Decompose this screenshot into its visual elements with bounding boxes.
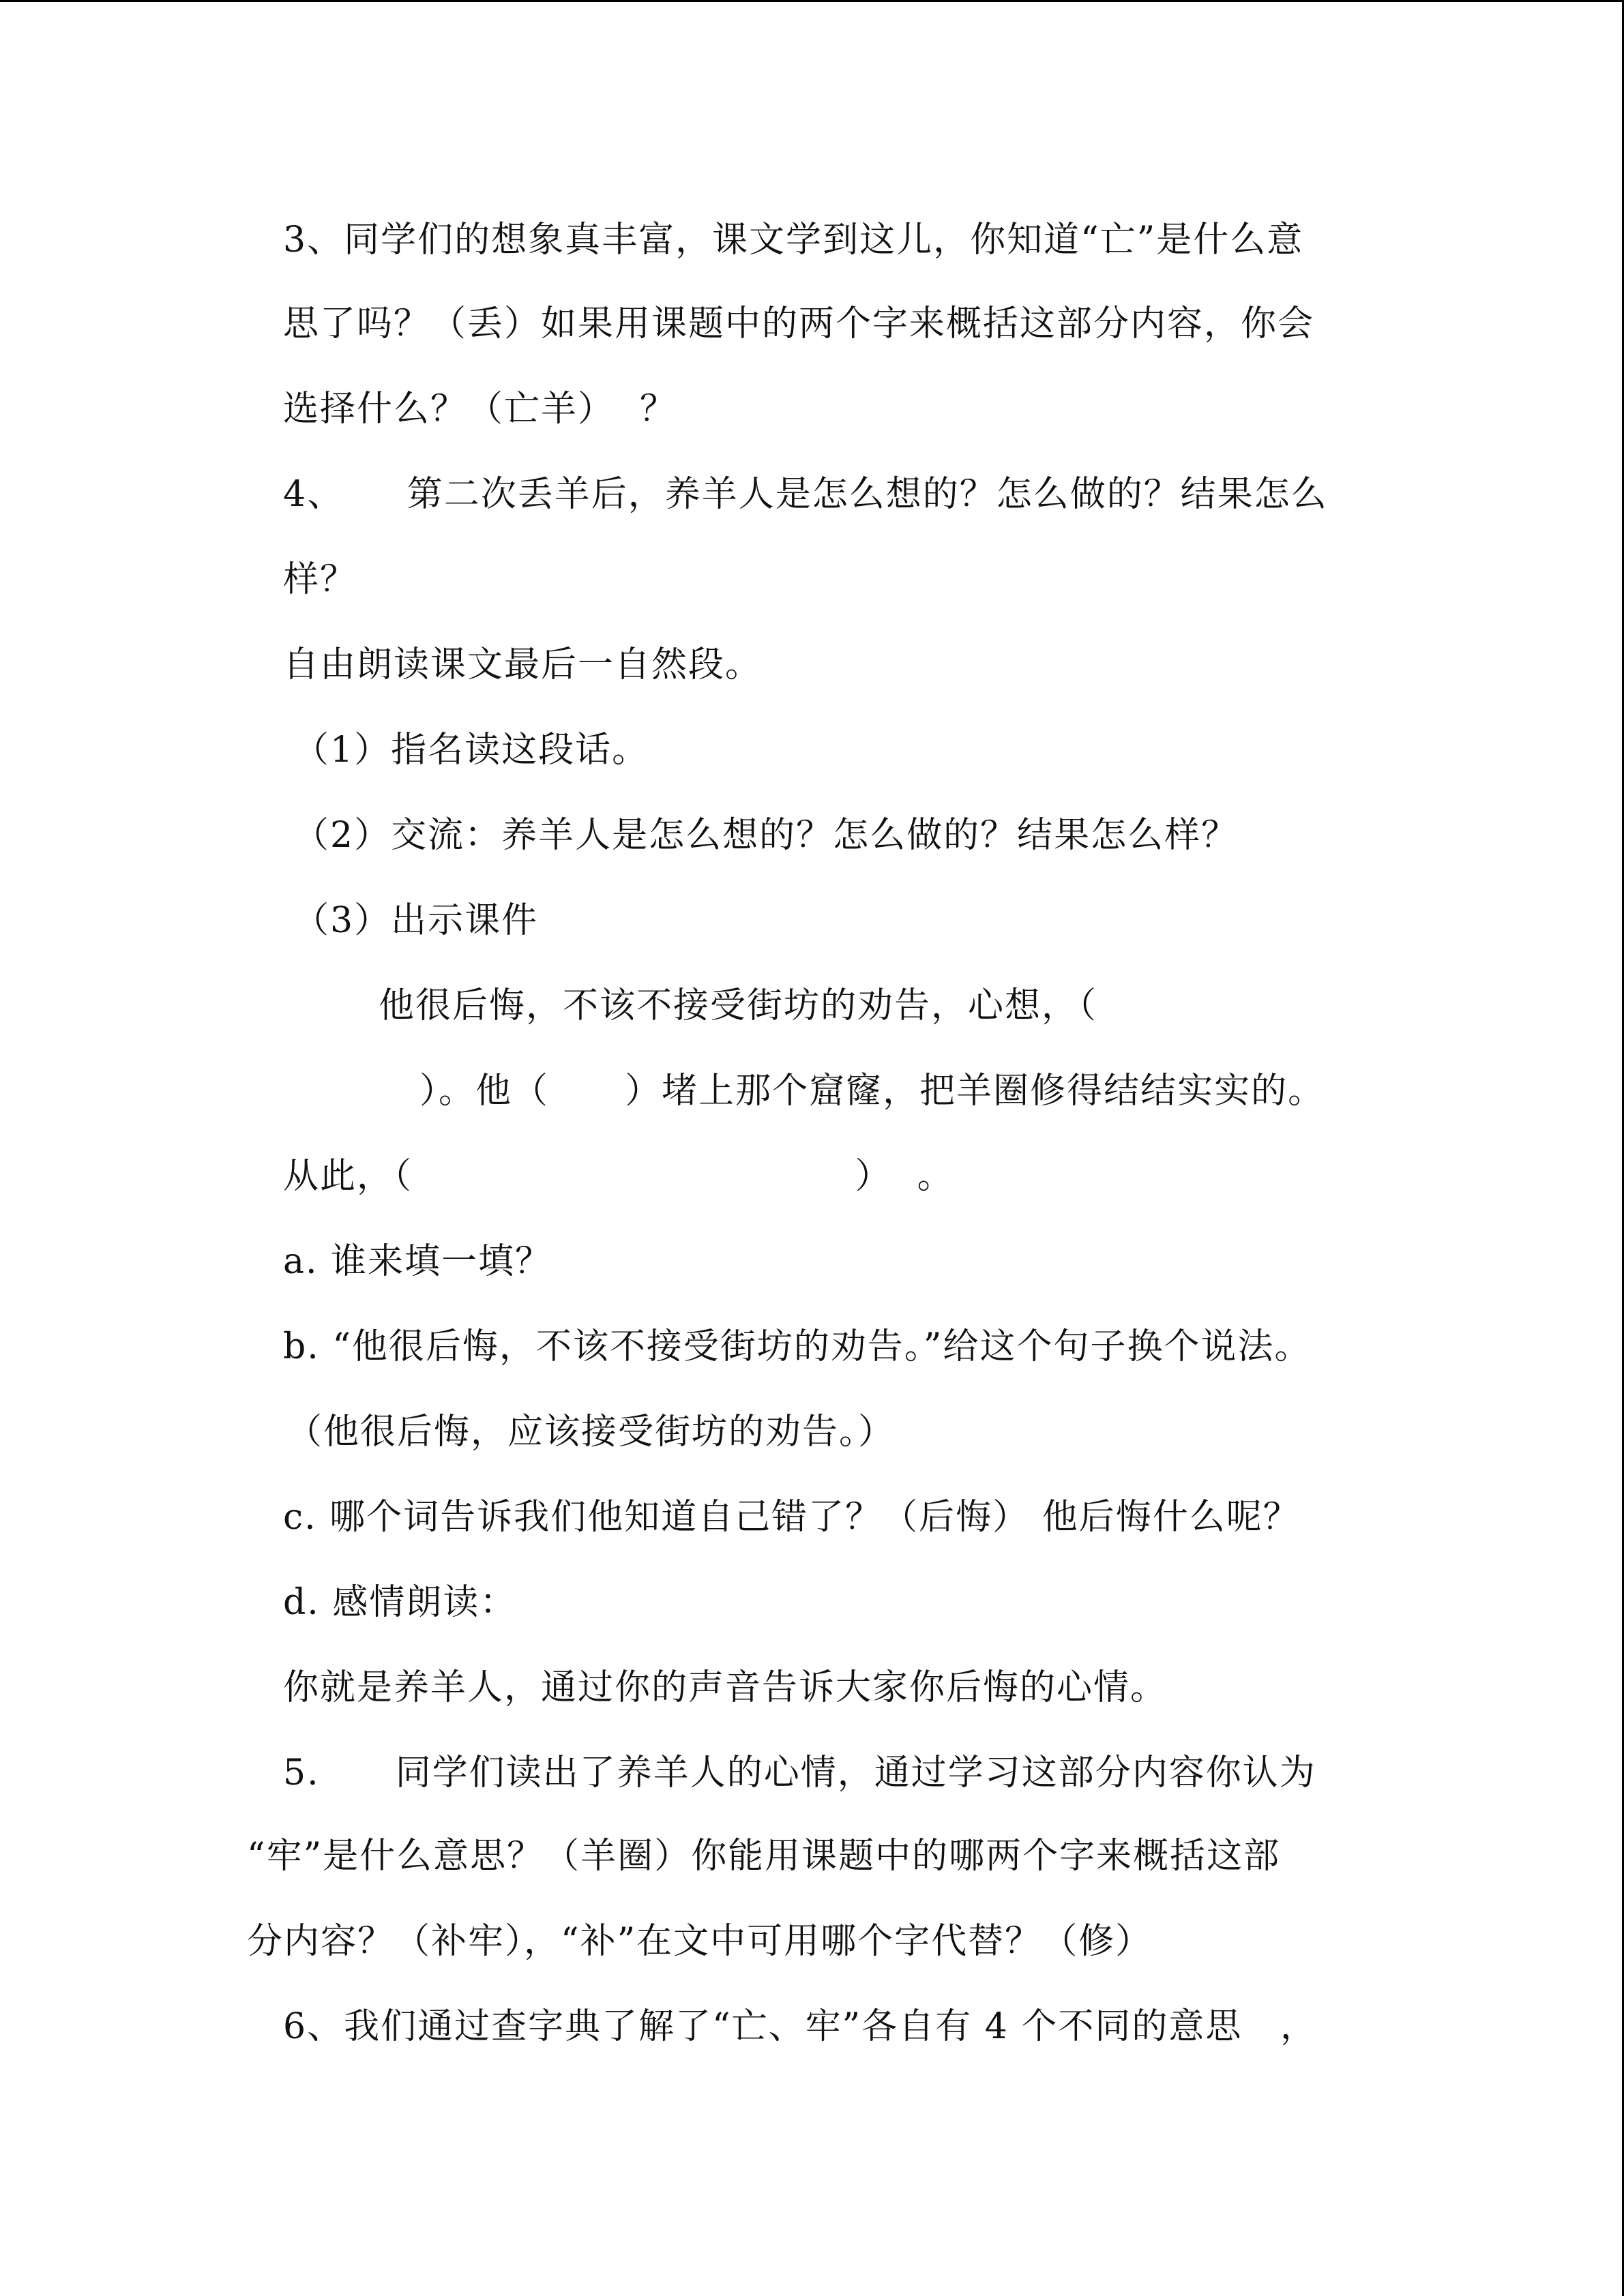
text-line-10: 他很后悔，不该不接受街坊的劝告，心想，（ [379,985,1098,1026]
text-line-7: （1）指名读这段话。 [293,730,649,771]
text-line-16: c. 哪个词告诉我们他知道自己错了？（后悔） 他后悔什么呢？ [283,1497,1300,1538]
text-line-1: 3、同学们的想象真丰富，课文学到这儿，你知道“亡”是什么意 [283,220,1304,260]
text-line-21: 分内容？（补牢），“补”在文中可用哪个字代替？（修） [247,1921,1153,1962]
text-line-2: 思了吗？（丢）如果用课题中的两个字来概括这部分内容，你会 [283,303,1315,344]
text-line-17: d. 感情朗读： [283,1582,517,1623]
text-line-11: ）。他（ ）堵上那个窟窿，把羊圈修得结结实实的。 [419,1071,1325,1112]
page-border-top [0,0,1624,2]
text-line-5: 样？ [283,559,357,600]
text-line-18: 你就是养羊人，通过你的声音告诉大家你后悔的心情。 [283,1667,1168,1708]
text-line-12: 从此，（ ） 。 [283,1156,954,1197]
text-line-19: 5. 同学们读出了养羊人的心情，通过学习这部分内容你认为 [283,1753,1316,1793]
text-line-22: 6、我们通过查字典了解了“亡、牢”各自有 4 个不同的意思 ， [283,2006,1317,2047]
text-line-3: 选择什么？（亡羊） ？ [283,389,677,430]
text-line-9: （3）出示课件 [293,900,539,941]
text-line-6: 自由朗读课文最后一自然段。 [283,644,763,685]
text-line-14: b. “他很后悔，不该不接受街坊的劝告。”给这个句子换个说法。 [283,1326,1312,1367]
text-line-20: “牢”是什么意思？（羊圈）你能用课题中的哪两个字来概括这部 [247,1836,1281,1877]
text-line-4: 4、 第二次丢羊后，养羊人是怎么想的？怎么做的？结果怎么 [283,474,1328,515]
text-line-13: a. 谁来填一填？ [283,1241,552,1282]
text-line-15: （他很后悔，应该接受街坊的劝告。） [286,1412,896,1452]
text-line-8: （2）交流：养羊人是怎么想的？怎么做的？结果怎么样？ [293,815,1239,856]
